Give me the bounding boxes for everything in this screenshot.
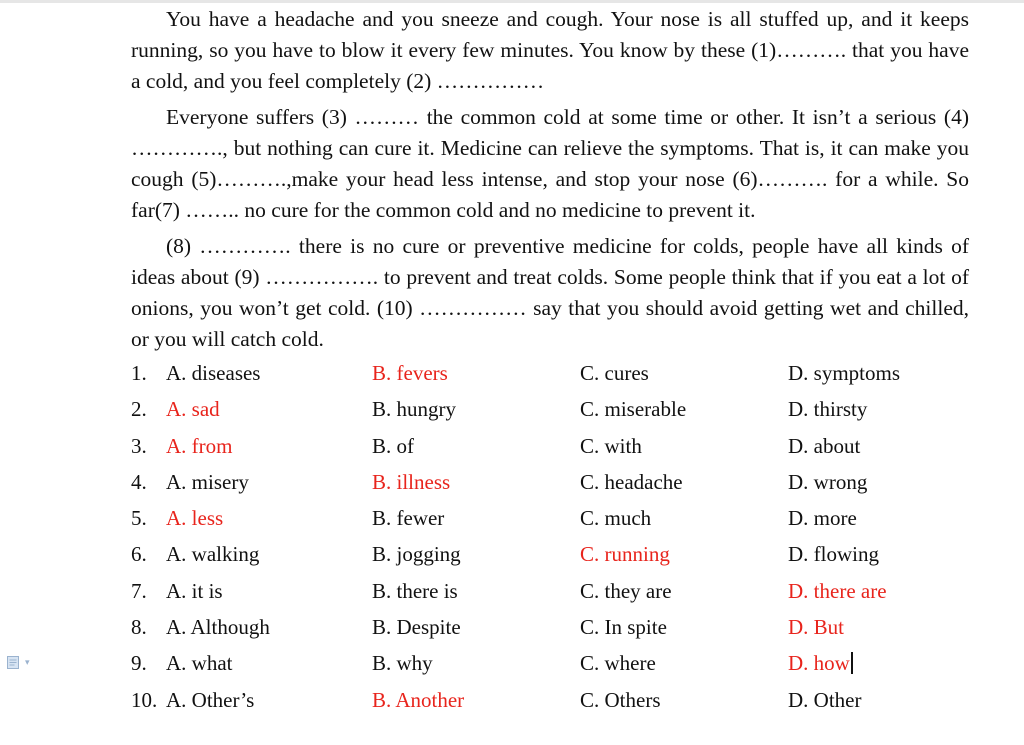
question-row	[131, 464, 1011, 500]
option-d-text: D. more	[788, 506, 857, 531]
option-d	[788, 536, 879, 572]
question-row	[131, 573, 1011, 609]
option-d	[788, 464, 867, 500]
option-a-text: A. it is	[166, 578, 223, 603]
option-b	[372, 573, 458, 609]
option-d-text: D. there are	[788, 578, 887, 603]
passage-paragraph-2: Everyone suffers (3) ……… the common cold at some time or other. It isn’t a serious (4) …………., but nothing can cure it. Medicine can relieve the symptoms. That is, it can make you cough (5)……….,make your head less intense, and stop your nose (6)………. for a while. So far(7) …….. no cure for the common cold and no medicine to prevent it.	[131, 105, 969, 222]
question-row	[131, 682, 1011, 718]
question-number: 3.	[131, 433, 147, 458]
option-b-text: B. Another	[372, 687, 465, 712]
question-number: 1.	[131, 361, 147, 385]
option-d-text: D. Other	[788, 687, 862, 712]
question-number: 6.	[131, 542, 147, 567]
option-d-text: D. how	[788, 651, 850, 676]
option-d	[788, 682, 861, 718]
option-a	[166, 536, 259, 572]
dropdown-arrow-icon[interactable]: ▾	[25, 658, 30, 668]
option-a-text: A. diseases	[166, 361, 261, 385]
option-d-selected-answer	[788, 573, 887, 609]
reading-passage	[131, 4, 969, 360]
question-row	[131, 355, 1011, 391]
question-row	[131, 609, 1011, 645]
option-b-text: B. jogging	[372, 542, 461, 567]
option-b	[372, 536, 461, 572]
option-d-selected-answer	[788, 645, 853, 681]
option-a	[166, 645, 233, 681]
option-a-selected-answer	[166, 500, 223, 536]
option-c	[580, 609, 667, 645]
option-c-selected-answer	[580, 536, 670, 572]
question-row	[131, 500, 1011, 536]
option-b	[372, 428, 414, 464]
option-a-selected-answer	[166, 428, 233, 464]
answer-options-list	[131, 355, 1011, 718]
option-c-text: C. much	[580, 506, 652, 531]
option-b-selected-answer	[372, 682, 464, 718]
option-c-text: C. they are	[580, 578, 672, 603]
option-a-text: A. less	[166, 506, 224, 531]
option-c	[580, 573, 672, 609]
option-d-text: D. thirsty	[788, 397, 868, 422]
option-b-selected-answer	[372, 464, 450, 500]
option-b	[372, 609, 461, 645]
option-d-text: D. wrong	[788, 469, 868, 494]
option-c-text: C. where	[580, 651, 656, 676]
option-d	[788, 428, 860, 464]
option-b-text: B. fevers	[372, 361, 448, 385]
passage-paragraph-3: (8) …………. there is no cure or preventive medicine for colds, people have all kinds of ideas about (9) ……………. to prevent and treat colds. Some people think that if you eat a lot of onions, you won’t get cold. (10) …………… say that you should avoid getting wet and chilled, or you will catch cold.	[131, 234, 969, 351]
question-row	[131, 428, 1011, 464]
option-c	[580, 428, 642, 464]
option-c	[580, 500, 651, 536]
option-a	[166, 355, 260, 391]
option-a	[166, 573, 223, 609]
option-d-text: D. symptoms	[788, 361, 901, 385]
question-number: 5.	[131, 506, 147, 531]
option-c-text: C. In spite	[580, 615, 667, 640]
option-a-text: A. walking	[166, 542, 260, 567]
option-b	[372, 391, 456, 427]
option-a-text: A. Although	[166, 615, 270, 640]
question-number: 10.	[131, 687, 158, 712]
text-cursor	[851, 652, 853, 674]
option-c	[580, 464, 683, 500]
question-number: 8.	[131, 615, 147, 640]
option-a	[166, 609, 270, 645]
question-number: 2.	[131, 397, 147, 422]
question-number: 4.	[131, 469, 147, 494]
option-a-selected-answer	[166, 391, 220, 427]
option-c-text: C. running	[580, 542, 670, 567]
question-number: 7.	[131, 578, 147, 603]
option-b-text: B. illness	[372, 469, 451, 494]
option-c	[580, 355, 649, 391]
option-b	[372, 500, 444, 536]
option-a-text: A. Other’s	[166, 687, 255, 712]
option-c-text: C. cures	[580, 361, 649, 385]
option-c	[580, 645, 656, 681]
option-c	[580, 391, 686, 427]
option-b-text: B. why	[372, 651, 433, 676]
passage-paragraph-1: You have a headache and you sneeze and cough. Your nose is all stuffed up, and it keeps running, so you have to blow it every few minutes. You know by these (1)………. that you have a cold, and you feel completely (2) ……………	[131, 7, 969, 93]
option-d	[788, 500, 857, 536]
question-row	[131, 391, 1011, 427]
option-d	[788, 391, 867, 427]
option-b-selected-answer	[372, 355, 448, 391]
option-c	[580, 682, 661, 718]
option-b-text: B. fewer	[372, 506, 445, 531]
option-b	[372, 645, 433, 681]
option-b-text: B. Despite	[372, 615, 461, 640]
option-c-text: C. Others	[580, 687, 661, 712]
option-b-text: B. hungry	[372, 397, 456, 422]
top-border	[0, 0, 1024, 3]
option-a	[166, 464, 249, 500]
option-d-text: D. flowing	[788, 542, 879, 567]
option-c-text: C. miserable	[580, 397, 687, 422]
question-row	[131, 536, 1011, 572]
document-icon[interactable]	[7, 656, 19, 669]
option-b-text: B. of	[372, 433, 414, 458]
option-d	[788, 355, 900, 391]
option-a-text: A. what	[166, 651, 233, 676]
option-d-text: D. But	[788, 615, 845, 640]
question-row	[131, 645, 1011, 681]
option-b-text: B. there is	[372, 578, 458, 603]
option-a	[166, 682, 254, 718]
option-d-selected-answer	[788, 609, 844, 645]
question-number: 9.	[131, 651, 147, 676]
option-a-text: A. misery	[166, 469, 249, 494]
option-a-text: A. sad	[166, 397, 220, 422]
option-c-text: C. with	[580, 433, 642, 458]
option-a-text: A. from	[166, 433, 233, 458]
option-d-text: D. about	[788, 433, 861, 458]
option-c-text: C. headache	[580, 469, 683, 494]
